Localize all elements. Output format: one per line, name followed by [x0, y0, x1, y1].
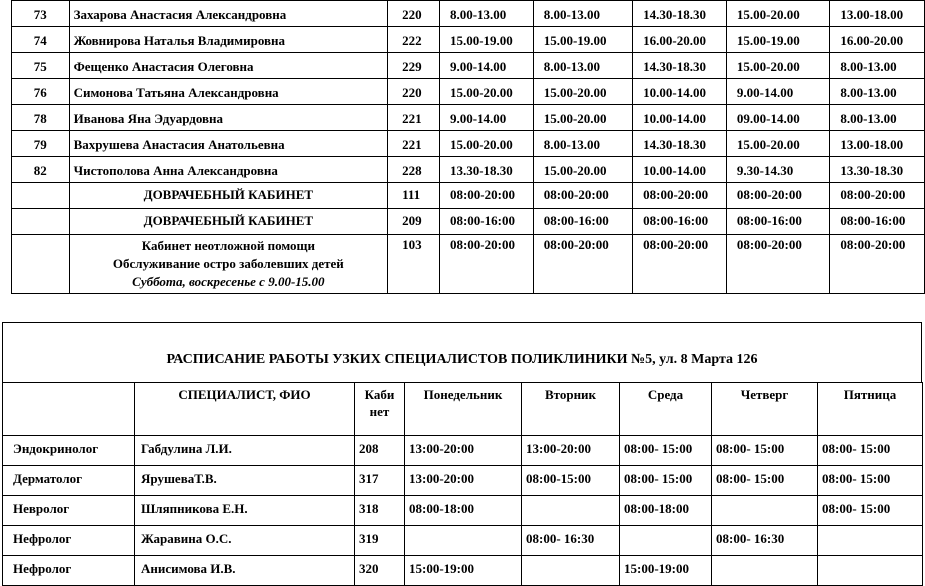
day-3-hours: 14.30-18.30: [633, 1, 727, 27]
specialist-row: [3, 556, 923, 586]
row-number: 78: [12, 105, 70, 131]
day-4-hours: 15.00-20.00: [726, 1, 829, 27]
tuesday-hours: [522, 556, 620, 586]
cabinet-name: ДОВРАЧЕБНЫЙ КАБИНЕТ: [69, 183, 388, 209]
day-1-hours: 15.00-20.00: [439, 131, 533, 157]
monday-hours: 15:00-19:00: [405, 556, 522, 586]
monday-hours: 08:00-18:00: [405, 496, 522, 526]
cabinet-number: 221: [388, 131, 440, 157]
thursday-hours: 08:00- 15:00: [712, 436, 818, 466]
tuesday-hours: [522, 496, 620, 526]
monday-hours: 13:00-20:00: [405, 466, 522, 496]
emergency-line1: Кабинет неотложной помощи: [141, 238, 316, 253]
specialty: Эндокринолог: [3, 436, 135, 466]
thursday-hours: 08:00- 16:30: [712, 526, 818, 556]
header-specialist: СПЕЦИАЛИСТ, ФИО: [135, 383, 355, 436]
doctor-row: [12, 53, 925, 79]
day-3-hours: 10.00-14.00: [633, 79, 727, 105]
doctor-name: Захарова Анастасия Александровна: [69, 1, 388, 27]
header-wednesday: Среда: [620, 383, 712, 436]
day-4-hours: 9.00-14.00: [726, 79, 829, 105]
cabinet-number: 209: [388, 209, 440, 235]
cabinet-number: 111: [388, 183, 440, 209]
tuesday-hours: 08:00- 16:30: [522, 526, 620, 556]
day-1-hours: 08:00-20:00: [439, 183, 533, 209]
specialty: Нефролог: [3, 556, 135, 586]
wednesday-hours: 08:00-18:00: [620, 496, 712, 526]
doctor-name: Иванова Яна Эдуардовна: [69, 105, 388, 131]
day-3-hours: 08:00-20:00: [633, 235, 727, 294]
specialist-name: Шляпникова Е.Н.: [135, 496, 355, 526]
day-5-hours: 16.00-20.00: [830, 27, 925, 53]
cabinet-number: 208: [355, 436, 405, 466]
thursday-hours: [712, 556, 818, 586]
specialist-row: [3, 466, 923, 496]
row-number: [12, 183, 70, 209]
pre-medical-row: [12, 183, 925, 209]
doctor-name: Вахрушева Анастасия Анатольевна: [69, 131, 388, 157]
day-2-hours: 8.00-13.00: [533, 1, 632, 27]
friday-hours: 08:00- 15:00: [818, 466, 923, 496]
emergency-row: [12, 235, 925, 294]
doctor-row: [12, 27, 925, 53]
specialty: Дерматолог: [3, 466, 135, 496]
specialists-schedule-table: [2, 382, 923, 586]
day-2-hours: 15.00-20.00: [533, 105, 632, 131]
specialty: Невролог: [3, 496, 135, 526]
header-blank: [3, 383, 135, 436]
specialist-name: Жаравина О.С.: [135, 526, 355, 556]
specialist-name: Габдулина Л.И.: [135, 436, 355, 466]
day-2-hours: 08:00-20:00: [533, 235, 632, 294]
specialist-row: [3, 436, 923, 466]
specialist-row: [3, 526, 923, 556]
day-5-hours: 8.00-13.00: [830, 53, 925, 79]
header-cabinet: Каби нет: [355, 383, 405, 436]
row-number: 79: [12, 131, 70, 157]
day-4-hours: 15.00-20.00: [726, 53, 829, 79]
row-number: 75: [12, 53, 70, 79]
day-1-hours: 9.00-14.00: [439, 53, 533, 79]
day-5-hours: 08:00-16:00: [830, 209, 925, 235]
cabinet-number: 319: [355, 526, 405, 556]
header-monday: Понедельник: [405, 383, 522, 436]
specialty: Нефролог: [3, 526, 135, 556]
row-number: 76: [12, 79, 70, 105]
day-1-hours: 15.00-20.00: [439, 79, 533, 105]
thursday-hours: 08:00- 15:00: [712, 466, 818, 496]
cabinet-name: ДОВРАЧЕБНЫЙ КАБИНЕТ: [69, 209, 388, 235]
doctor-row: [12, 79, 925, 105]
day-2-hours: 8.00-13.00: [533, 131, 632, 157]
pre-medical-row: [12, 209, 925, 235]
day-5-hours: 13.00-18.00: [830, 1, 925, 27]
doctor-name: Фещенко Анастасия Олеговна: [69, 53, 388, 79]
doctor-name: Симонова Татьяна Александровна: [69, 79, 388, 105]
day-4-hours: 9.30-14.30: [726, 157, 829, 183]
doctor-name: Жовнирова Наталья Владимировна: [69, 27, 388, 53]
day-1-hours: 15.00-19.00: [439, 27, 533, 53]
day-3-hours: 08:00-20:00: [633, 183, 727, 209]
cabinet-number: 221: [388, 105, 440, 131]
thursday-hours: [712, 496, 818, 526]
day-2-hours: 08:00-16:00: [533, 209, 632, 235]
row-number: 74: [12, 27, 70, 53]
emergency-description: [69, 235, 388, 294]
row-number: 73: [12, 1, 70, 27]
day-3-hours: 10.00-14.00: [633, 157, 727, 183]
day-4-hours: 15.00-19.00: [726, 27, 829, 53]
row-number: [12, 235, 70, 294]
day-1-hours: 08:00-16:00: [439, 209, 533, 235]
day-3-hours: 10.00-14.00: [633, 105, 727, 131]
day-4-hours: 08:00-20:00: [726, 183, 829, 209]
day-1-hours: 13.30-18.30: [439, 157, 533, 183]
day-1-hours: 08:00-20:00: [439, 235, 533, 294]
doctor-row: [12, 1, 925, 27]
specialists-header-row: [3, 383, 923, 436]
day-5-hours: 08:00-20:00: [830, 183, 925, 209]
row-number: 82: [12, 157, 70, 183]
doctor-name: Чистополова Анна Александровна: [69, 157, 388, 183]
day-2-hours: 15.00-19.00: [533, 27, 632, 53]
cabinet-number: 228: [388, 157, 440, 183]
emergency-line2: Обслуживание остро заболевших детей: [112, 256, 344, 271]
specialist-row: [3, 496, 923, 526]
day-5-hours: 13.30-18.30: [830, 157, 925, 183]
header-friday: Пятница: [818, 383, 923, 436]
row-number: [12, 209, 70, 235]
day-5-hours: 8.00-13.00: [830, 79, 925, 105]
specialists-title: РАСПИСАНИЕ РАБОТЫ УЗКИХ СПЕЦИАЛИСТОВ ПОЛИКЛИНИКИ №5, ул. 8 Марта 126: [166, 352, 758, 367]
day-2-hours: 15.00-20.00: [533, 157, 632, 183]
day-4-hours: 15.00-20.00: [726, 131, 829, 157]
day-1-hours: 9.00-14.00: [439, 105, 533, 131]
cabinet-number: 229: [388, 53, 440, 79]
friday-hours: 08:00- 15:00: [818, 436, 923, 466]
day-5-hours: 08:00-20:00: [830, 235, 925, 294]
cabinet-number: 320: [355, 556, 405, 586]
cabinet-number: 103: [388, 235, 440, 294]
monday-hours: 13:00-20:00: [405, 436, 522, 466]
doctor-row: [12, 131, 925, 157]
day-3-hours: 14.30-18.30: [633, 131, 727, 157]
doctor-row: [12, 105, 925, 131]
header-thursday: Четверг: [712, 383, 818, 436]
emergency-line3: Суббота, воскресенье с 9.00-15.00: [132, 274, 325, 289]
tuesday-hours: 13:00-20:00: [522, 436, 620, 466]
friday-hours: [818, 556, 923, 586]
cabinet-number: 318: [355, 496, 405, 526]
cabinet-number: 220: [388, 79, 440, 105]
day-3-hours: 08:00-16:00: [633, 209, 727, 235]
doctors-schedule-table: [11, 0, 925, 294]
day-1-hours: 8.00-13.00: [439, 1, 533, 27]
specialist-name: ЯрушеваТ.В.: [135, 466, 355, 496]
friday-hours: [818, 526, 923, 556]
friday-hours: 08:00- 15:00: [818, 496, 923, 526]
wednesday-hours: [620, 526, 712, 556]
cabinet-number: 317: [355, 466, 405, 496]
day-2-hours: 08:00-20:00: [533, 183, 632, 209]
day-5-hours: 13.00-18.00: [830, 131, 925, 157]
doctor-row: [12, 157, 925, 183]
day-3-hours: 16.00-20.00: [633, 27, 727, 53]
header-tuesday: Вторник: [522, 383, 620, 436]
day-2-hours: 15.00-20.00: [533, 79, 632, 105]
specialist-name: Анисимова И.В.: [135, 556, 355, 586]
cabinet-number: 222: [388, 27, 440, 53]
day-3-hours: 14.30-18.30: [633, 53, 727, 79]
wednesday-hours: 15:00-19:00: [620, 556, 712, 586]
specialists-title-box: [2, 322, 922, 383]
cabinet-number: 220: [388, 1, 440, 27]
day-5-hours: 8.00-13.00: [830, 105, 925, 131]
day-4-hours: 08:00-20:00: [726, 235, 829, 294]
monday-hours: [405, 526, 522, 556]
tuesday-hours: 08:00-15:00: [522, 466, 620, 496]
wednesday-hours: 08:00- 15:00: [620, 466, 712, 496]
day-2-hours: 8.00-13.00: [533, 53, 632, 79]
day-4-hours: 08:00-16:00: [726, 209, 829, 235]
day-4-hours: 09.00-14.00: [726, 105, 829, 131]
wednesday-hours: 08:00- 15:00: [620, 436, 712, 466]
